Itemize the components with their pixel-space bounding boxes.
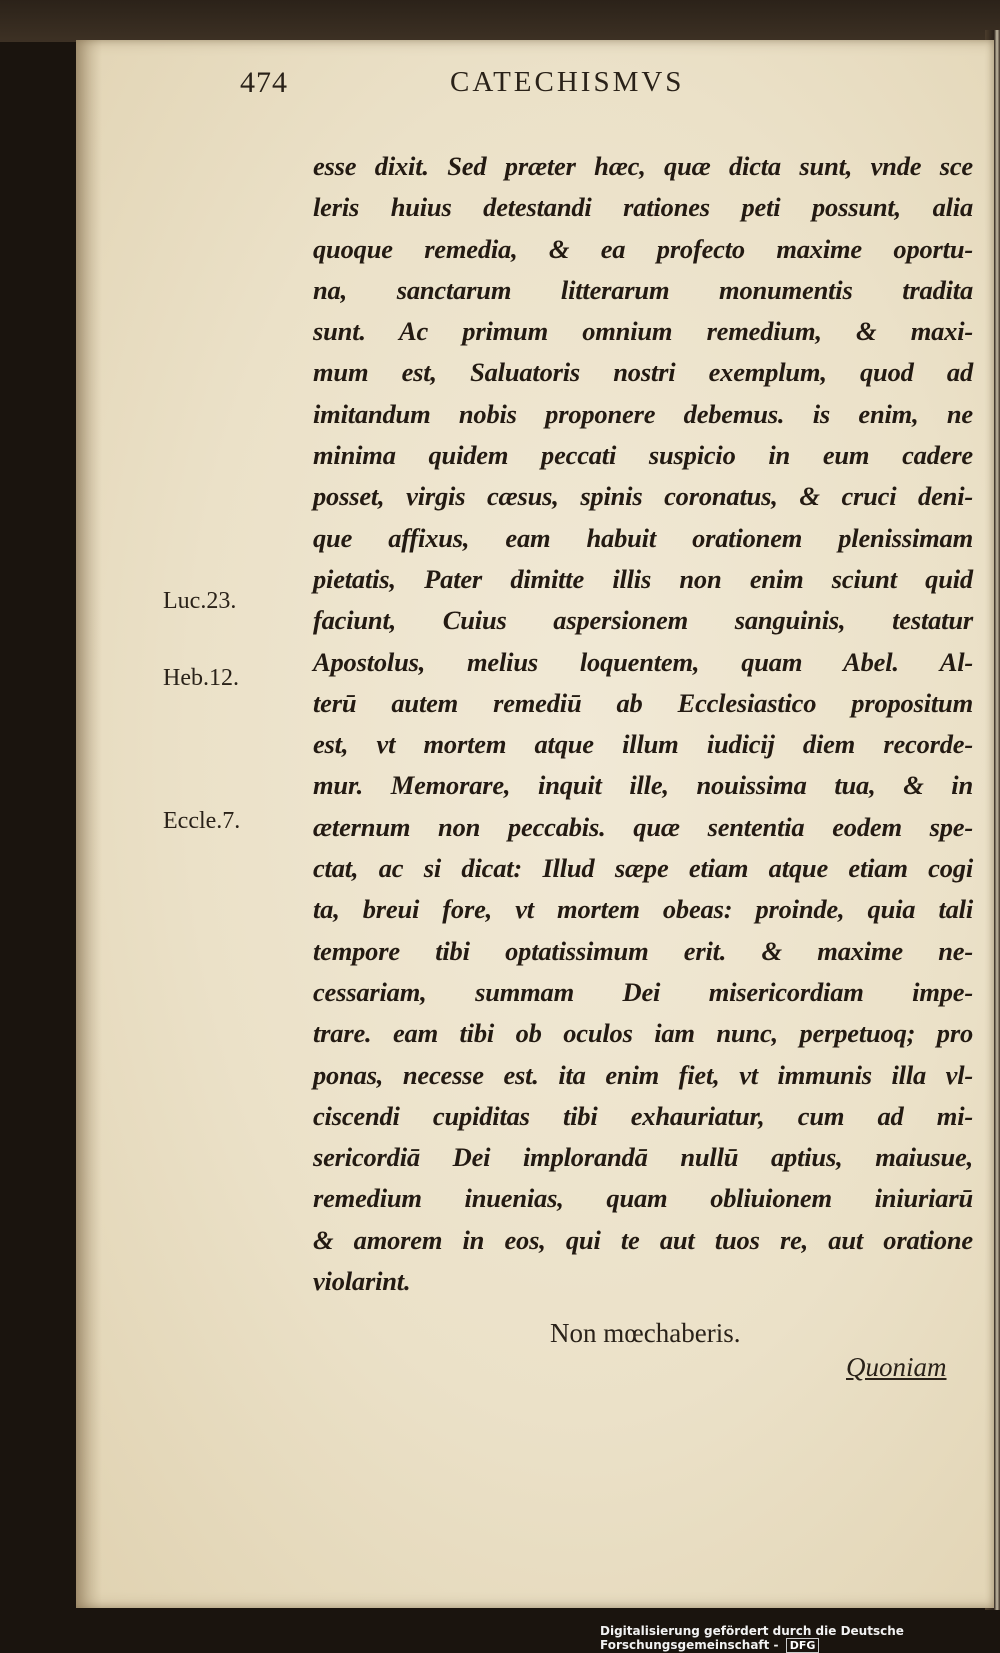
margin-note-luc: Luc.23.: [163, 588, 237, 614]
text-line: esse dixit. Sed præter hæc, quæ dicta sunt, vnde sce: [313, 151, 973, 181]
text-line: pietatis, Pater dimitte illis non enim sciunt quid: [313, 563, 973, 594]
page-header: [240, 66, 840, 106]
text-line: quoque remedia, & ea profecto maxime oportu-: [313, 233, 973, 264]
body-text: [313, 146, 973, 1302]
text-line: violarint.: [313, 1266, 411, 1297]
text-line: sunt. Ac primum omnium remedium, & maxi-: [313, 316, 973, 347]
text-line: tempore tibi optatissimum erit. & maxime ne-: [313, 935, 973, 966]
text-line: ponas, necesse est. ita enim fiet, vt immunis illa vl-: [313, 1059, 973, 1090]
text-line: que affixus, eam habuit orationem plenissimam: [313, 522, 973, 553]
text-line: sericordiā Dei implorandā nullū aptius, maiusue,: [313, 1142, 973, 1173]
dfg-logo: DFG: [786, 1638, 820, 1653]
text-line: mum est, Saluatoris nostri exemplum, quod ad: [313, 357, 973, 388]
section-title: Non mœchaberis.: [550, 1318, 741, 1348]
text-line: est, vt mortem atque illum iudicij diem recorde-: [313, 729, 973, 760]
text-line: & amorem in eos, qui te aut tuos re, aut oratione: [313, 1224, 973, 1255]
margin-note-heb: Heb.12.: [163, 665, 239, 691]
text-line: faciunt, Cuius aspersionem sanguinis, testatur: [313, 605, 973, 636]
text-line: imitandum nobis proponere debemus. is enim, ne: [313, 398, 973, 429]
text-line: remedium inuenias, quam obliuionem iniuriarū: [313, 1183, 973, 1214]
text-line: posset, virgis cæsus, spinis coronatus, & cruci deni-: [313, 481, 973, 512]
text-line: æternum non peccabis. quæ sententia eodem spe-: [313, 811, 973, 842]
text-line: mur. Memorare, inquit ille, nouissima tua, & in: [313, 770, 973, 801]
text-line: cessariam, summam Dei misericordiam impe-: [313, 976, 973, 1007]
catchword: Quoniam: [846, 1352, 947, 1382]
text-line: trare. eam tibi ob oculos iam nunc, perpetuoq; pro: [313, 1018, 973, 1049]
text-line: ta, breui fore, vt mortem obeas: proinde, quia tali: [313, 894, 973, 925]
running-head: CATECHISMVS: [450, 66, 685, 98]
digitization-credit: [600, 1624, 1000, 1653]
text-line: Apostolus, melius loquentem, quam Abel. Al-: [313, 646, 973, 677]
text-line: ctat, ac si dicat: Illud sæpe etiam atque etiam cogi: [313, 853, 973, 884]
text-line: leris huius detestandi rationes peti possunt, alia: [313, 192, 973, 223]
margin-note-eccle: Eccle.7.: [163, 808, 241, 834]
gutter-shadow: [76, 40, 102, 1608]
text-line: na, sanctarum litterarum monumentis tradita: [313, 274, 973, 305]
text-line: ciscendi cupiditas tibi exhauriatur, cum ad mi-: [313, 1100, 973, 1131]
text-line: minima quidem peccati suspicio in eum cadere: [313, 440, 973, 471]
scan-top-edge: [0, 0, 1000, 42]
page-number: 474: [240, 66, 288, 99]
credit-text: Digitalisierung gefördert durch die Deutsche Forschungsgemeinschaft -: [600, 1624, 904, 1652]
text-line: terū autem remediū ab Ecclesiastico propositum: [313, 687, 973, 718]
